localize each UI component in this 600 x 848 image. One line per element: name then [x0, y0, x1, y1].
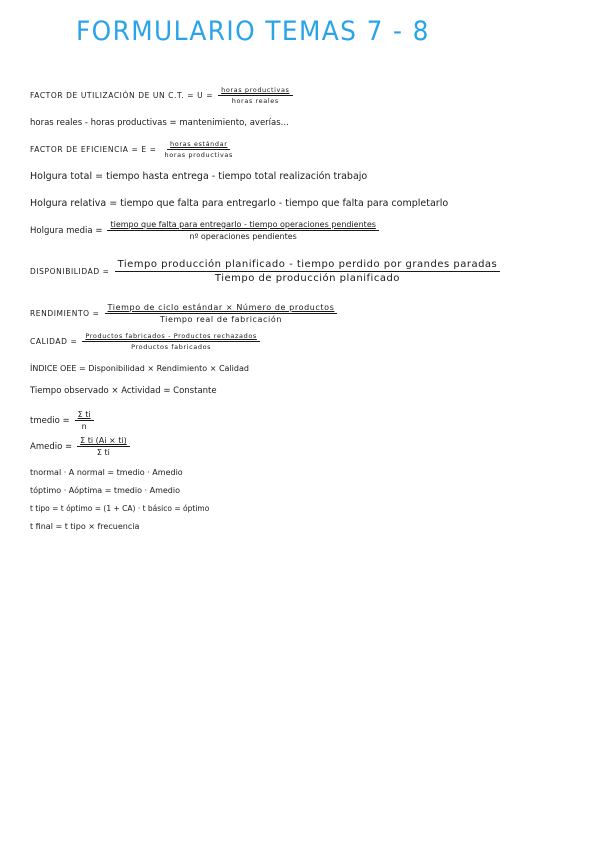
fraction — [75, 410, 94, 431]
fraction — [218, 86, 292, 105]
page-title: FORMULARIO TEMAS 7 - 8 — [76, 16, 430, 47]
numerator: tiempo que falta para entregarlo - tiempo operaciones pendientes — [107, 220, 378, 231]
numerator: horas estándar — [167, 140, 230, 150]
formula-label: FACTOR DE UTILIZACIÓN DE UN C.T. = U = — [30, 91, 214, 100]
formula-horas-reales — [30, 118, 289, 128]
formula-text: t tipo = t óptimo = (1 + CA) · t básico = óptimo — [30, 504, 210, 513]
numerator: Tiempo producción planificado - tiempo perdido por grandes paradas — [115, 259, 501, 272]
formula-label: Amedio = — [30, 441, 73, 452]
formula-label: Holgura media = — [30, 225, 103, 236]
formula-label: tmedio = — [30, 415, 70, 426]
formula-text: Tiempo observado × Actividad = Constante — [30, 386, 217, 396]
formula-rendimiento — [30, 303, 337, 324]
formula-tfinal — [30, 522, 139, 531]
fraction — [162, 140, 236, 159]
formula-calidad — [30, 332, 260, 351]
denominator: horas reales — [231, 97, 279, 105]
formula-label: FACTOR DE EFICIENCIA = E = — [30, 145, 157, 154]
formula-toptimo — [30, 486, 180, 495]
formula-eficiencia — [30, 140, 236, 159]
fraction — [82, 332, 260, 351]
formula-holgura-total — [30, 171, 367, 182]
formula-oee — [30, 364, 249, 373]
denominator: Productos fabricados — [131, 343, 212, 351]
formula-text: Holgura relativa = tiempo que falta para entregarlo - tiempo que falta para completarlo — [30, 198, 449, 209]
formula-text: tnormal · A normal = tmedio · Amedio — [30, 468, 183, 477]
formula-text: t final = t tipo × frecuencia — [30, 522, 140, 531]
formula-ttipo — [30, 504, 209, 513]
denominator: n — [81, 422, 87, 431]
formula-disponibilidad — [30, 259, 500, 284]
fraction — [115, 259, 501, 284]
formula-tmedio — [30, 410, 94, 431]
formula-text: horas reales - horas productivas = mantenimiento, averías... — [30, 118, 289, 128]
formula-holgura-relativa — [30, 198, 448, 209]
denominator: Tiempo real de fabricación — [159, 315, 283, 324]
numerator: horas productivas — [218, 86, 292, 96]
numerator: Σ ti (Ai × ti) — [77, 436, 130, 447]
formula-text: tóptimo · Aóptima = tmedio · Amedio — [30, 486, 180, 495]
formula-tnormal — [30, 468, 183, 477]
formula-holgura-media — [30, 220, 379, 241]
formula-utilizacion — [30, 86, 293, 105]
fraction — [105, 303, 338, 324]
numerator: Productos fabricados - Productos rechazados — [82, 332, 260, 342]
numerator: Tiempo de ciclo estándar × Número de productos — [105, 303, 338, 314]
denominator: horas productivas — [164, 151, 233, 159]
formula-label: CALIDAD = — [30, 337, 78, 346]
formula-label: DISPONIBILIDAD = — [30, 267, 110, 276]
formula-amedio — [30, 436, 130, 457]
formula-tiempo-observado — [30, 386, 217, 396]
denominator: nº operaciones pendientes — [189, 232, 297, 241]
numerator: Σ ti — [75, 410, 94, 421]
formula-text: ÍNDICE OEE = Disponibilidad × Rendimiento × Calidad — [30, 364, 249, 373]
formula-label: RENDIMIENTO = — [30, 309, 100, 318]
fraction — [77, 436, 130, 457]
formula-text: Holgura total = tiempo hasta entrega - tiempo total realización trabajo — [30, 171, 368, 182]
denominator: Σ ti — [96, 448, 110, 457]
denominator: Tiempo de producción planificado — [214, 273, 400, 284]
fraction — [107, 220, 378, 241]
